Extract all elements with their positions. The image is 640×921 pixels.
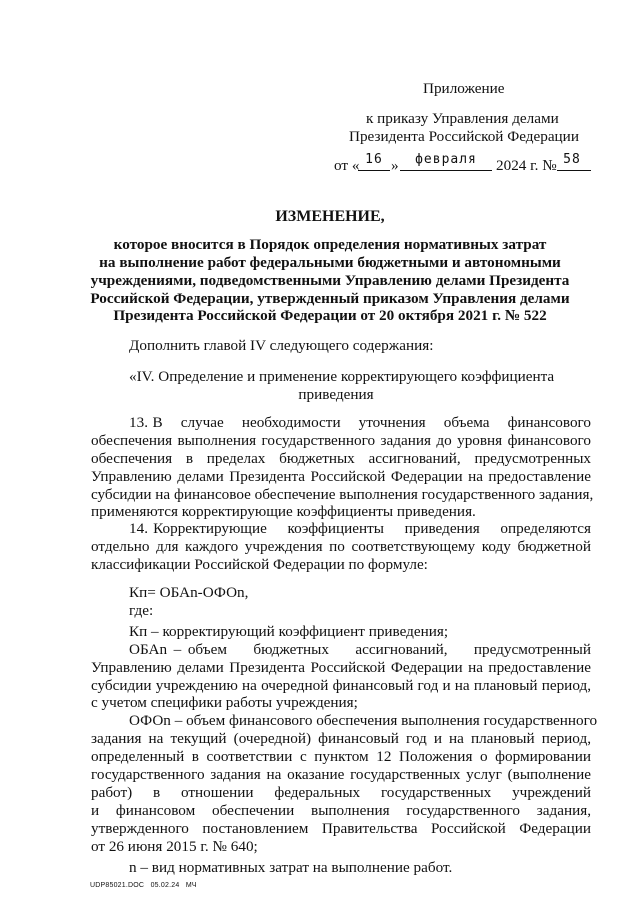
intro-text: Дополнить главой IV следующего содержания: (129, 337, 434, 354)
def-oba-line3: субсидии учреждению на очередной финансовый год и на плановый период, (91, 677, 591, 694)
def-oba-line1: ОБАn – объем бюджетных ассигнований, предусмотренный (129, 641, 591, 658)
order-ref-line1: к приказу Управления делами (366, 110, 559, 127)
def-ofo-line1: ОФОn – объем финансового обеспечения выполнения государственного (129, 712, 598, 729)
chapter-title-line2: приведения (298, 386, 374, 403)
date-prefix: от « (334, 157, 360, 174)
para13-line2: обеспечения выполнения государственного задания до уровня финансового (91, 432, 591, 449)
def-ofo-line7: утвержденного постановлением Правительства Российской Федерации (91, 820, 591, 837)
def-kp: Кп – корректирующий коэффициент приведения; (129, 623, 449, 640)
number-underline (557, 170, 591, 171)
date-month: февраля (415, 152, 477, 167)
month-underline (400, 170, 492, 171)
para13-line5: субсидии на финансовое обеспечение выполнения государственного задания, (91, 486, 594, 503)
def-n: n – вид нормативных затрат на выполнение работ. (129, 859, 453, 876)
formula: Кп= ОБАn-ОФОn, (129, 584, 249, 601)
chapter-title-line1: «IV. Определение и применение корректирующего коэффициента (129, 368, 555, 385)
date-year: 2024 г. № (496, 157, 557, 174)
def-ofo-line6: и финансовом обеспечении выполнения государственного задания, (91, 802, 591, 819)
subtitle-line-4: Российской Федерации, утвержденный приказом Управления делами (90, 290, 570, 307)
subtitle-line-2: на выполнение работ федеральными бюджетными и автономными (99, 254, 561, 271)
def-ofo-line2: задания на текущий (очередной) финансовый год и на плановый период, (91, 730, 591, 747)
order-number: 58 (563, 152, 581, 167)
para13-line6: применяются корректирующие коэффициенты приведения. (91, 503, 476, 520)
date-day: 16 (365, 152, 383, 167)
para14-line2: отдельно для каждого учреждения по соответствующему коду бюджетной (91, 538, 591, 555)
def-oba-line2: Управлению делами Президента Российской Федерации на предоставление (91, 659, 591, 676)
def-ofo-line8: от 26 июня 2015 г. № 640; (91, 838, 258, 855)
day-underline (358, 170, 390, 171)
document-heading: ИЗМЕНЕНИЕ, (275, 208, 385, 225)
subtitle-line-1: которое вносится в Порядок определения нормативных затрат (113, 236, 547, 253)
def-oba-line4: с учетом специфики работы учреждения; (91, 694, 358, 711)
def-ofo-line5: работ) в отношении федеральных государственных учреждений (91, 784, 591, 801)
appendix-label: Приложение (423, 80, 505, 97)
para13-line4: Управлению делами Президента Российской Федерации на предоставление (91, 468, 591, 485)
para13-line1: 13. В случае необходимости уточнения объема финансового (129, 414, 591, 431)
subtitle-line-3: учреждениями, подведомственными Управлению делами Президента (90, 272, 570, 289)
subtitle-line-5: Президента Российской Федерации от 20 октября 2021 г. № 522 (113, 307, 547, 324)
para14-line1: 14. Корректирующие коэффициенты приведения определяются (129, 520, 591, 537)
para13-line3: обеспечения в пределах бюджетных ассигнований, предусмотренных (91, 450, 591, 467)
where-label: где: (129, 602, 154, 619)
def-ofo-line3: определенный в соответствии с пунктом 12 Положения о формировании (91, 748, 591, 765)
date-mid: » (391, 157, 399, 174)
def-ofo-line4: государственного задания на оказание государственных услуг (выполнение (91, 766, 591, 783)
file-footer: UDP85021.DOC 05.02.24 МЧ (90, 882, 197, 889)
para14-line3: классификации Российской Федерации по формуле: (91, 556, 428, 573)
order-ref-line2: Президента Российской Федерации (349, 128, 579, 145)
